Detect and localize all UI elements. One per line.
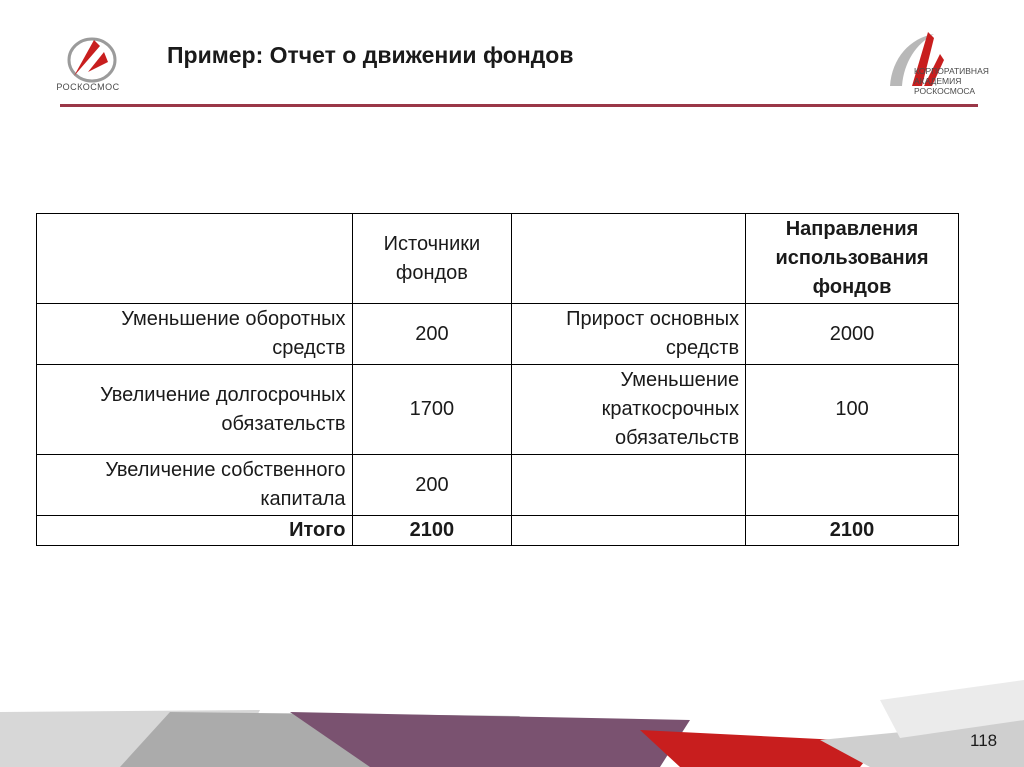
source-item-cell: Уменьшение оборотных средств	[37, 304, 353, 365]
header-divider	[60, 104, 978, 107]
page-title: Пример: Отчет о движении фондов	[167, 42, 574, 68]
header-cell-empty	[512, 214, 746, 304]
use-value-cell	[746, 455, 959, 516]
table-row	[37, 304, 959, 365]
academy-logo-line-3: РОСКОСМОСА	[914, 86, 976, 96]
table-row	[37, 365, 959, 455]
footer-decoration	[0, 660, 1024, 767]
academy-logo-line-2: АКАДЕМИЯ	[914, 76, 962, 86]
table-header-row	[37, 214, 959, 304]
use-value-cell: 2000	[746, 304, 959, 365]
source-value-cell: 200	[352, 455, 512, 516]
funds-flow-table	[36, 213, 959, 546]
academy-logo-text	[914, 66, 994, 96]
total-uses-cell: 2100	[746, 516, 959, 546]
roscosmos-logo-text: РОСКОСМОС	[56, 82, 120, 92]
header-cell-empty	[37, 214, 353, 304]
page-number: 118	[970, 731, 998, 750]
header-cell-sources: Источники фондов	[352, 214, 512, 304]
use-item-cell: Уменьшение краткосрочных обязательств	[512, 365, 746, 455]
total-label-cell: Итого	[37, 516, 353, 546]
source-value-cell: 200	[352, 304, 512, 365]
academy-logo-line-1: КОРПОРАТИВНАЯ	[914, 66, 989, 76]
use-item-cell	[512, 455, 746, 516]
total-sources-cell: 2100	[352, 516, 512, 546]
use-item-cell: Прирост основных средств	[512, 304, 746, 365]
source-item-cell: Увеличение долгосрочных обязательств	[37, 365, 353, 455]
total-empty-cell	[512, 516, 746, 546]
header-cell-uses: Направления использования фондов	[746, 214, 959, 304]
use-value-cell: 100	[746, 365, 959, 455]
source-item-cell: Увеличение собственного капитала	[37, 455, 353, 516]
table-total-row	[37, 516, 959, 546]
table-row	[37, 455, 959, 516]
source-value-cell: 1700	[352, 365, 512, 455]
